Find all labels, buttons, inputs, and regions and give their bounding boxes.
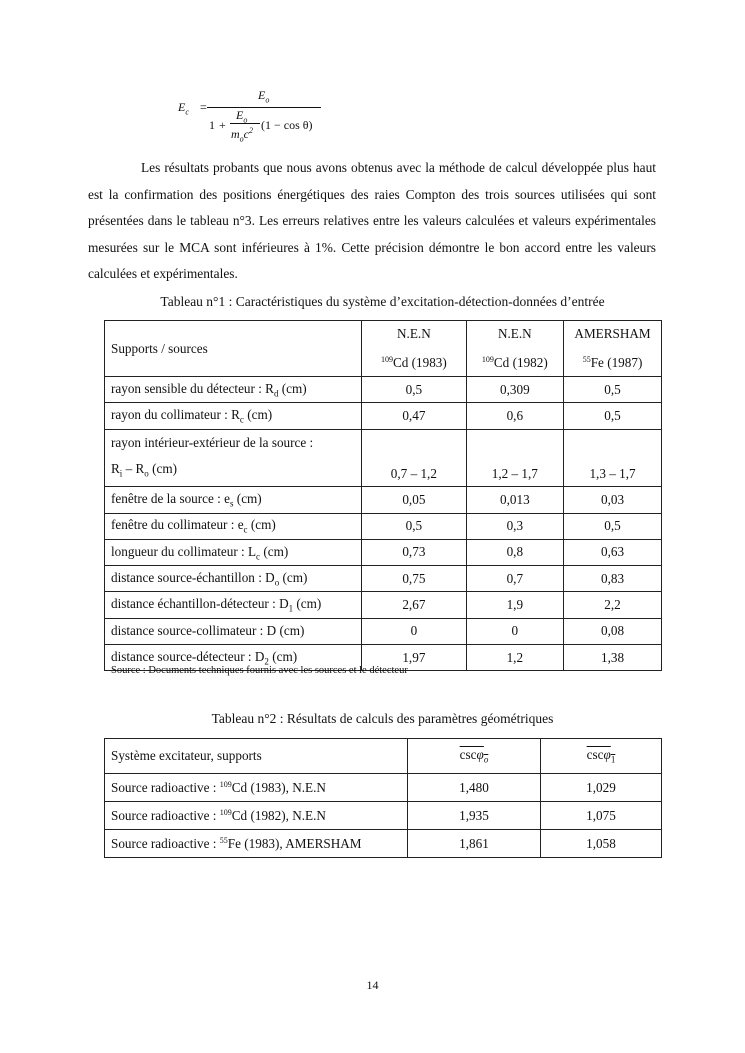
cell-value: 0,6 [466,403,563,429]
cell-value: 1,058 [541,830,662,858]
cell-value: 0 [466,618,563,644]
table1-header-col: AMERSHAM $^{55}$Fe (1987) [564,321,662,377]
table2 [104,738,662,858]
table2-header-label: Système excitateur, supports [105,739,408,774]
row-label: distance source-détecteur : $D_2$ (cm) [105,645,362,671]
compton-energy-formula [178,88,338,150]
table2-caption: Tableau n°2 : Résultats de calculs des paramètres géométriques [211,711,554,726]
cell-value: 0,013 [466,487,563,513]
cell-value: 0,5 [564,513,662,539]
table-row [105,513,662,539]
formula-plus: + [219,118,226,132]
formula-numerator: $E_o$ [258,88,270,105]
cell-value: 0 [362,618,466,644]
cell-value: 1,075 [541,802,662,830]
table-row [105,403,662,429]
page-number: 14 [366,978,379,992]
table-row [105,592,662,618]
cell-value: 0,5 [362,377,466,403]
body-paragraph: Les résultats probants que nous avons obtenus avec la méthode de calcul développée plus haut est la confirmation des positions énergétiques des raies Compton des trois sources utilisées qui sont présentées dans le tableau n°3. Les erreurs relatives entre les valeurs calculées et valeurs expérimentales mesurées sur le MCA sont inférieures à 1%. Cette précision démontre le bon accord entre les valeurs calculées et expérimentales. [88,160,656,281]
cell-value: 0,8 [466,539,563,565]
cell-value: 2,67 [362,592,466,618]
formula-inner-numerator: $E_o$ [236,108,248,125]
cell-value: 0,5 [362,513,466,539]
row-label: rayon du collimateur : $R_c$ (cm) [105,403,362,429]
table-row [105,830,662,858]
table-row [105,429,662,487]
cell-value: 1,480 [408,774,541,802]
formula-lhs: $E_c$ [178,100,189,117]
cell-value: 1,38 [564,645,662,671]
cell-value: 0,3 [466,513,563,539]
row-label: fenêtre de la source : $e_s$ (cm) [105,487,362,513]
formula-fraction-bar [207,107,321,108]
cell-value: 0,7 [466,566,563,592]
table-row [105,377,662,403]
table-row [105,566,662,592]
table1 [104,320,662,671]
cell-value: 0,309 [466,377,563,403]
cell-value: 0,05 [362,487,466,513]
row-label: Source radioactive : $^{109}$Cd (1983), N.E.N [105,774,408,802]
cell-value: 0,83 [564,566,662,592]
cell-value: 0,08 [564,618,662,644]
row-label: distance source-échantillon : $D_o$ (cm) [105,566,362,592]
table1-source-note: Source : Documents techniques fournis avec les sources et le détecteur [111,665,408,676]
row-label: rayon sensible du détecteur : $R_d$ (cm) [105,377,362,403]
row-label: fenêtre du collimateur : $e_c$ (cm) [105,513,362,539]
cell-value: 1,9 [466,592,563,618]
cell-value: 1,2 [466,645,563,671]
cell-value: 1,3 – 1,7 [564,429,662,487]
formula-parenthesis-term: (1 − cos θ) [261,118,313,132]
row-label: distance source-collimateur : D (cm) [105,618,362,644]
table1-header-col: N.E.N $^{109}$Cd (1983) [362,321,466,377]
table-row [105,802,662,830]
cell-value: 0,5 [564,377,662,403]
table-row [105,487,662,513]
cell-value: 0,75 [362,566,466,592]
cell-value: 1,861 [408,830,541,858]
table-row [105,774,662,802]
table1-caption: Tableau n°1 : Caractéristiques du système d’excitation-détection-données d’entrée [160,294,605,309]
cell-value: 2,2 [564,592,662,618]
cell-value: 1,029 [541,774,662,802]
formula-equals: = [200,100,207,114]
cell-value: 0,47 [362,403,466,429]
row-label: distance échantillon-détecteur : $D_1$ (cm) [105,592,362,618]
table1-header-label: Supports / sources [105,321,362,377]
cell-value: 1,97 [362,645,466,671]
table2-header-csc-phi-1: cscφ$_1$ [541,739,662,774]
formula-one: 1 [209,118,215,132]
cell-value: 0,73 [362,539,466,565]
formula-inner-fraction-bar [230,123,260,124]
table-row [105,618,662,644]
cell-value: 0,03 [564,487,662,513]
row-label: longueur du collimateur : $L_c$ (cm) [105,539,362,565]
table1-header-col: N.E.N $^{109}$Cd (1982) [466,321,563,377]
formula-inner-denominator: $m_oc^2$ [231,126,253,144]
row-label: Source radioactive : $^{55}$Fe (1983), AMERSHAM [105,830,408,858]
cell-value: 1,935 [408,802,541,830]
table2-header-row [105,739,662,774]
cell-value: 0,5 [564,403,662,429]
table-row [105,539,662,565]
cell-value: 1,2 – 1,7 [466,429,563,487]
row-label: rayon intérieur-extérieur de la source : $R_i - R_o$ (cm) [105,429,362,487]
row-label: Source radioactive : $^{109}$Cd (1982), N.E.N [105,802,408,830]
cell-value: 0,63 [564,539,662,565]
cell-value: 0,7 – 1,2 [362,429,466,487]
table2-header-csc-phi-o: cscφ$_o$ [408,739,541,774]
table1-header-row [105,321,662,377]
